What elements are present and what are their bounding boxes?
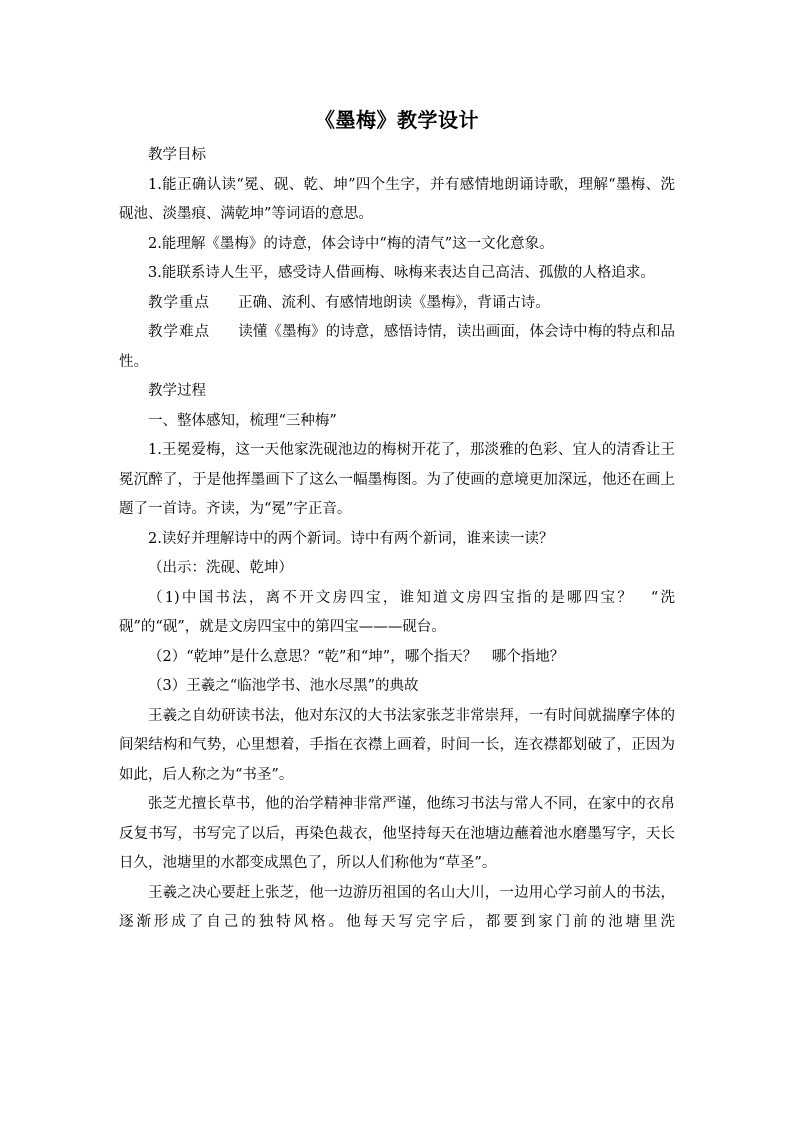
- key-point-text: 正确、流利、有感情地朗读《墨梅》，背诵古诗。: [238, 294, 550, 311]
- objectives-heading: 教学目标: [148, 147, 206, 163]
- paragraph: （3）王羲之“临池学书、池水尽黑”的典故: [148, 678, 419, 694]
- section-heading: 一、整体感知，梳理“三种梅”: [148, 412, 337, 429]
- paragraph: 王羲之决心要赶上张芝，他一边游历祖国的名山大川，一边用心学习前人的书法，逐渐形成了自己的独特风格。他每天写完字后，都要到家门前的池塘里洗: [119, 884, 675, 930]
- difficulty-label: 教学难点: [148, 324, 211, 340]
- paragraph: 张芝尤擅长草书，他的治学精神非常严谨，他练习书法与常人不同，在家中的衣帛反复书写，书写完了以后，再染色裁衣，他坚持每天在池塘边蘸着池水磨墨写字，天长日久，池塘里的水都变成黑色了，所以人们称他为“草圣”。: [119, 796, 675, 871]
- key-point-label: 教学重点: [148, 294, 210, 311]
- paragraph: 王羲之自幼研读书法，他对东汉的大书法家张芝非常崇拜，一有时间就揣摩字体的间架结构和气势，心里想着，手指在衣襟上画着，时间一长，连衣襟都划破了，正因为如此，后人称之为“书圣”。: [119, 707, 675, 783]
- paragraph: （1)中国书法，离不开文房四宝，谁知道文房四宝指的是哪四宝？ “洗砚”的“砚”，就是文房四宝中的第四宝———砚台。: [119, 589, 675, 635]
- difficulty-text: 读懂《墨梅》的诗意，感悟诗情，读出画面，体会诗中梅的特点和品性。: [119, 324, 676, 370]
- process-heading: 教学过程: [148, 383, 206, 399]
- key-point-line: [119, 289, 675, 319]
- paragraph: （出示：洗砚、乾坤）: [148, 560, 293, 576]
- objective-item: 3.能联系诗人生平，感受诗人借画梅、咏梅来表达自己高洁、孤傲的人格追求。: [148, 265, 655, 281]
- paragraph: 1.王冕爱梅，这一天他家洗砚池边的梅树开花了，那淡雅的色彩、宜人的清香让王冕沉醉了，于是他挥墨画下了这么一幅墨梅图。为了使画的意境更加深远，他还在画上题了一首诗。齐读，为“冕”字正音。: [119, 442, 675, 517]
- paragraph: （2）“乾坤”是什么意思？“乾”和“坤”，哪个指天？ 哪个指地？: [148, 648, 565, 665]
- objective-item: 2.能理解《墨梅》的诗意，体会诗中“梅的清气”这一文化意象。: [148, 235, 554, 252]
- document-title: 《墨梅》教学设计: [315, 108, 479, 132]
- objective-item: 1.能正确认读“冕、砚、乾、坤”四个生字，并有感情地朗诵诗歌，理解“墨梅、洗砚池、淡墨痕、满乾坤”等词语的意思。: [119, 176, 675, 222]
- paragraph: 2.读好并理解诗中的两个新词。诗中有两个新词，谁来读一读？: [148, 530, 554, 547]
- document-body: [119, 141, 675, 938]
- difficulty-line: [119, 318, 675, 377]
